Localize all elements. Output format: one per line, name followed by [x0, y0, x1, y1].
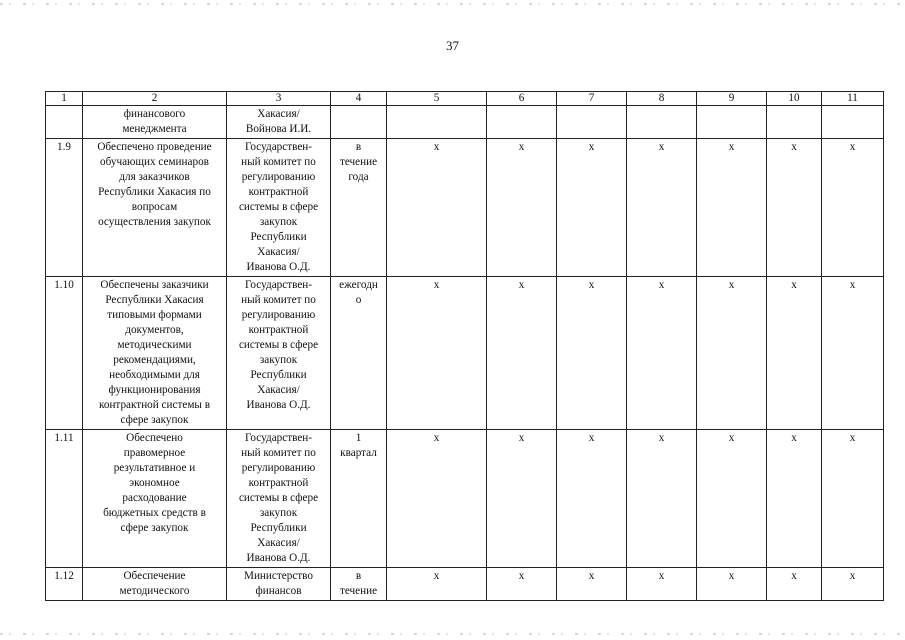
- indicator-cell: [487, 106, 557, 139]
- table-row: [46, 106, 884, 139]
- indicator-cell: x: [387, 139, 487, 277]
- indicator-cell: x: [697, 568, 767, 601]
- event-cell: Обеспечены заказчики Республики Хакасия типовыми формами документов, методическими рекомендациями, необходимыми для функционирования контрактной системы в сфере закупок: [83, 277, 227, 430]
- event-cell: Обеспечено правомерное результативное и экономное расходование бюджетных средств в сфере закупок: [83, 430, 227, 568]
- indicator-cell: x: [627, 139, 697, 277]
- scan-noise-top: [0, 3, 905, 5]
- event-cell: финансового менеджмента: [83, 106, 227, 139]
- executor-cell: Хакасия/ Войнова И.И.: [227, 106, 331, 139]
- event-cell: Обеспечение методического: [83, 568, 227, 601]
- executor-cell: Государствен- ный комитет по регулированию контрактной системы в сфере закупок Республики Хакасия/ Иванова О.Д.: [227, 139, 331, 277]
- row-number: 1.10: [46, 277, 83, 430]
- event-cell: Обеспечено проведение обучающих семинаров для заказчиков Республики Хакасия по вопросам осуществления закупок: [83, 139, 227, 277]
- column-header: 3: [227, 92, 331, 106]
- indicator-cell: x: [697, 277, 767, 430]
- table-header: [46, 92, 884, 106]
- indicator-cell: x: [767, 139, 822, 277]
- column-header: 8: [627, 92, 697, 106]
- table-row: [46, 277, 884, 430]
- indicator-cell: [767, 106, 822, 139]
- term-cell: в течение: [331, 568, 387, 601]
- indicator-cell: [822, 106, 884, 139]
- column-header: 6: [487, 92, 557, 106]
- indicator-cell: x: [487, 277, 557, 430]
- indicator-cell: x: [487, 139, 557, 277]
- indicator-cell: x: [627, 568, 697, 601]
- term-cell: в течение года: [331, 139, 387, 277]
- column-header: 5: [387, 92, 487, 106]
- column-header: 2: [83, 92, 227, 106]
- indicator-cell: x: [627, 430, 697, 568]
- plan-table: [45, 91, 884, 601]
- header-row: [46, 92, 884, 106]
- indicator-cell: [387, 106, 487, 139]
- indicator-cell: x: [387, 277, 487, 430]
- indicator-cell: x: [697, 139, 767, 277]
- column-header: 7: [557, 92, 627, 106]
- column-header: 10: [767, 92, 822, 106]
- row-number: 1.9: [46, 139, 83, 277]
- indicator-cell: x: [822, 277, 884, 430]
- row-number: [46, 106, 83, 139]
- column-header: 4: [331, 92, 387, 106]
- column-header: 1: [46, 92, 83, 106]
- row-number: 1.12: [46, 568, 83, 601]
- indicator-cell: x: [767, 277, 822, 430]
- table-row: [46, 139, 884, 277]
- indicator-cell: x: [557, 430, 627, 568]
- indicator-cell: x: [557, 277, 627, 430]
- indicator-cell: x: [822, 430, 884, 568]
- indicator-cell: [557, 106, 627, 139]
- indicator-cell: x: [767, 568, 822, 601]
- indicator-cell: [697, 106, 767, 139]
- scan-noise-bottom: [0, 633, 905, 635]
- indicator-cell: x: [697, 430, 767, 568]
- page-number: 37: [446, 38, 459, 53]
- indicator-cell: x: [387, 430, 487, 568]
- indicator-cell: x: [557, 568, 627, 601]
- indicator-cell: x: [487, 430, 557, 568]
- indicator-cell: x: [387, 568, 487, 601]
- column-header: 11: [822, 92, 884, 106]
- executor-cell: Государствен- ный комитет по регулированию контрактной системы в сфере закупок Республики Хакасия/ Иванова О.Д.: [227, 277, 331, 430]
- term-cell: 1 квартал: [331, 430, 387, 568]
- indicator-cell: x: [557, 139, 627, 277]
- executor-cell: Министерство финансов: [227, 568, 331, 601]
- table-row: [46, 430, 884, 568]
- term-cell: ежегодн о: [331, 277, 387, 430]
- indicator-cell: x: [767, 430, 822, 568]
- executor-cell: Государствен- ный комитет по регулированию контрактной системы в сфере закупок Республики Хакасия/ Иванова О.Д.: [227, 430, 331, 568]
- term-cell: [331, 106, 387, 139]
- indicator-cell: x: [487, 568, 557, 601]
- row-number: 1.11: [46, 430, 83, 568]
- column-header: 9: [697, 92, 767, 106]
- table-body: [46, 106, 884, 601]
- table-row: [46, 568, 884, 601]
- indicator-cell: x: [822, 139, 884, 277]
- indicator-cell: x: [627, 277, 697, 430]
- indicator-cell: x: [822, 568, 884, 601]
- indicator-cell: [627, 106, 697, 139]
